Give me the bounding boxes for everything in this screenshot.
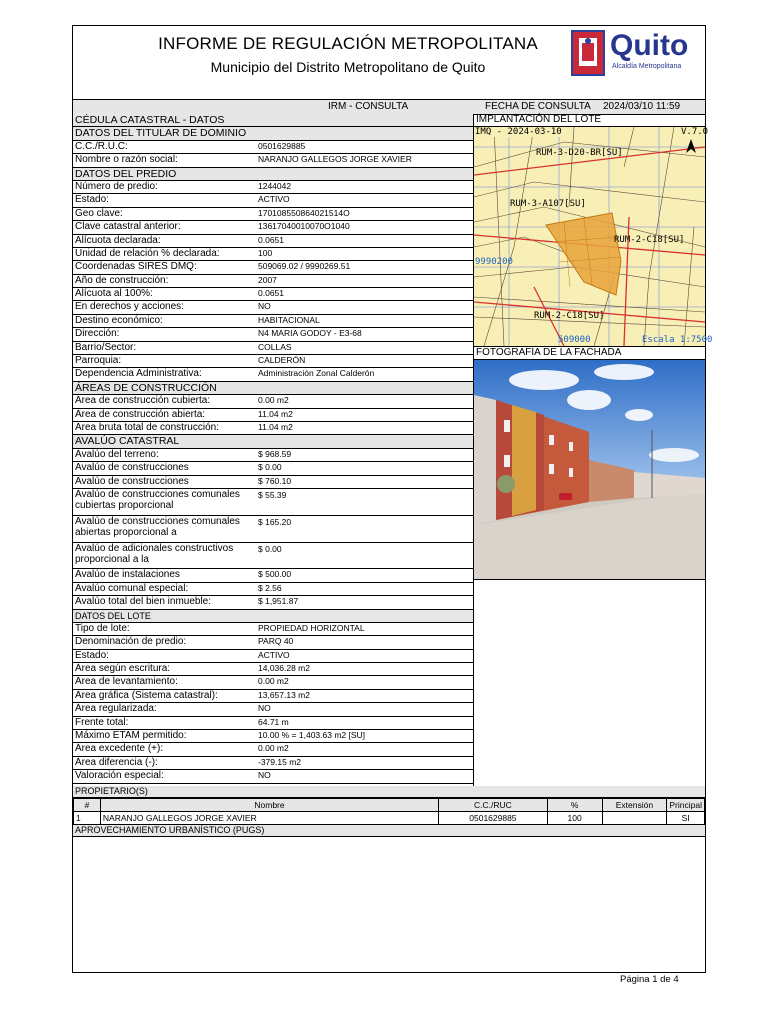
data-row	[73, 596, 473, 609]
owner-ruc: 0501629885	[439, 812, 548, 825]
data-row	[73, 422, 473, 435]
field-value: ACTIVO	[258, 194, 290, 205]
data-row	[73, 328, 473, 341]
field-label: Área de construcción cubierta:	[75, 395, 211, 407]
field-value: $ 1,951.87	[258, 596, 299, 607]
map-y-coord: 9990200	[475, 257, 513, 267]
field-label: Avalúo de construcciones comunales abiertas proporcional a	[75, 515, 240, 538]
field-value: HABITACIONAL	[258, 314, 320, 325]
data-row	[73, 690, 473, 703]
field-value: 11.04 m2	[258, 408, 293, 419]
data-row	[73, 342, 473, 355]
page-number: Página 1 de 4	[620, 974, 679, 985]
field-value: 0.00 m2	[258, 676, 289, 687]
consult-bar	[73, 99, 705, 115]
data-row	[73, 275, 473, 288]
field-label: Geo clave:	[75, 207, 123, 219]
field-label: Barrio/Sector:	[75, 341, 137, 353]
field-value: 0501629885	[258, 140, 306, 151]
field-label: Coordenadas SIRES DMQ:	[75, 261, 197, 273]
field-value: PARQ 40	[258, 636, 294, 647]
report-subtitle: Municipio del Distrito Metropolitano de Quito	[210, 59, 486, 75]
field-value: 14,036.28 m2	[258, 663, 310, 674]
data-row	[73, 261, 473, 274]
field-label: Alícuota declarada:	[75, 234, 161, 246]
owners-title: PROPIETARIO(S)	[73, 786, 705, 798]
field-value: 2007	[258, 274, 277, 285]
data-row	[73, 569, 473, 582]
field-label: Frente total:	[75, 716, 129, 728]
field-label: Avalúo de construcciones comunales cubiertas proporcional	[75, 488, 240, 511]
field-value: CALDERÓN	[258, 355, 306, 366]
map-version: V.7.0	[681, 127, 709, 137]
map-zone-1: RUM-3-D20-BR[SU]	[536, 148, 623, 158]
field-value: NARANJO GALLEGOS JORGE XAVIER	[258, 154, 412, 165]
data-row	[73, 315, 473, 328]
table-row	[74, 812, 705, 825]
data-row	[73, 516, 473, 543]
fecha-value: 2024/03/10 11:59	[603, 101, 681, 112]
field-label: Avalúo de instalaciones	[75, 569, 180, 581]
section-title: AVALÚO CATASTRAL	[75, 435, 180, 448]
right-panel	[474, 114, 713, 580]
field-label: Dependencia Administrativa:	[75, 368, 202, 380]
field-value: 1244042	[258, 180, 292, 191]
data-row	[73, 181, 473, 194]
data-row	[73, 770, 473, 783]
facade-photo	[474, 360, 705, 580]
map-zone-3: RUM-2-C18[SU]	[614, 235, 685, 245]
owners-col-principal: Principal	[667, 799, 705, 812]
field-value: 13,657.13 m2	[258, 689, 310, 700]
report-title: INFORME DE REGULACIÓN METROPOLITANA	[158, 34, 538, 53]
field-label: Área de levantamiento:	[75, 676, 178, 688]
data-row	[73, 301, 473, 314]
field-label: Tipo de lote:	[75, 622, 130, 634]
field-label: Alícuota al 100%:	[75, 288, 153, 300]
implantacion-heading: IMPLANTACIÓN DEL LOTE	[474, 114, 705, 127]
field-label: Máximo ETAM permitido:	[75, 730, 187, 742]
field-label: Área excedente (+):	[75, 743, 164, 755]
field-value: 13617040010070O1040	[258, 221, 350, 232]
field-label: Avalúo comunal especial:	[75, 582, 189, 594]
field-value: 11.04 m2	[258, 421, 293, 432]
data-row	[73, 449, 473, 462]
map-date: IMQ - 2024-03-10	[475, 127, 562, 137]
logo-word: Quito	[610, 29, 689, 62]
data-row	[73, 208, 473, 221]
field-value: 0.0651	[258, 234, 284, 245]
field-value: 170108550864021514O	[258, 207, 350, 218]
section-header	[73, 168, 473, 181]
field-value: $ 760.10	[258, 475, 292, 486]
data-row	[73, 636, 473, 649]
field-value: Administración Zonal Calderón	[258, 368, 375, 379]
map-zone-2: RUM-3-A107[SU]	[510, 199, 586, 209]
field-label: Área según escritura:	[75, 663, 171, 675]
field-value: $ 968.59	[258, 448, 292, 459]
data-row	[73, 489, 473, 516]
field-label: Clave catastral anterior:	[75, 221, 181, 233]
field-label: Avalúo de adicionales constructivos proporcional a la	[75, 542, 234, 565]
section-title: CÉDULA CATASTRAL - DATOS	[75, 114, 225, 126]
field-label: Avalúo de construcciones	[75, 462, 189, 474]
report-page	[72, 25, 713, 973]
field-value: ACTIVO	[258, 649, 290, 660]
data-row	[73, 462, 473, 475]
field-label: Avalúo de construcciones	[75, 475, 189, 487]
data-row	[73, 583, 473, 596]
pugs-heading: APROVECHAMIENTO URBANÍSTICO (PUGS)	[73, 825, 705, 837]
field-value: NO	[258, 301, 271, 312]
field-label: Área gráfica (Sistema catastral):	[75, 689, 218, 701]
data-row	[73, 235, 473, 248]
logo-sub: Alcaldía Metropolitana	[612, 63, 682, 70]
field-value: 0.00 m2	[258, 743, 289, 754]
field-label: Número de predio:	[75, 180, 158, 192]
owner-principal: SI	[667, 812, 705, 825]
field-label: Área diferencia (-):	[75, 756, 158, 768]
map-scale: Escala 1:7500	[642, 335, 713, 345]
data-row	[73, 368, 473, 381]
field-value: 100	[258, 247, 273, 258]
field-value: NO	[258, 703, 271, 714]
owners-col-ruc: C.C./RUC	[439, 799, 548, 812]
data-row	[73, 194, 473, 207]
owners-header-row	[74, 799, 705, 812]
field-value: $ 165.20	[258, 516, 292, 527]
fecha-label: FECHA DE CONSULTA	[485, 101, 591, 112]
owners-col-num: #	[74, 799, 101, 812]
field-label: Área bruta total de construcción:	[75, 421, 219, 433]
data-row	[73, 248, 473, 261]
field-label: Valoración especial:	[75, 770, 164, 782]
field-label: Dirección:	[75, 328, 120, 340]
field-label: Denominación de predio:	[75, 636, 187, 648]
owners-col-name: Nombre	[100, 799, 438, 812]
data-row	[73, 154, 473, 167]
section-title: DATOS DEL PREDIO	[75, 167, 177, 180]
owners-section	[73, 786, 705, 837]
owner-num: 1	[74, 812, 101, 825]
field-label: Estado:	[75, 649, 109, 661]
field-label: Nombre o razón social:	[75, 154, 178, 166]
data-row	[73, 717, 473, 730]
section-header	[73, 610, 473, 623]
section-header	[73, 435, 473, 448]
owners-col-ext: Extensión	[602, 799, 667, 812]
data-row	[73, 141, 473, 154]
cedula-table	[73, 114, 473, 784]
field-label: Año de construcción:	[75, 274, 169, 286]
field-label: Parroquia:	[75, 355, 122, 367]
fotografia-heading: FOTOGRAFÍA DE LA FACHADA	[474, 346, 705, 360]
lot-map	[474, 127, 713, 346]
quito-logo	[570, 29, 704, 77]
map-x-coord: 509000	[558, 335, 591, 345]
data-row	[73, 355, 473, 368]
owner-name: NARANJO GALLEGOS JORGE XAVIER	[100, 812, 438, 825]
data-row	[73, 676, 473, 689]
data-row	[73, 757, 473, 770]
section-title: ÁREAS DE CONSTRUCCIÓN	[75, 381, 217, 394]
field-value: NO	[258, 770, 271, 781]
data-row	[73, 288, 473, 301]
data-row	[73, 543, 473, 570]
field-value: 0.00 m2	[258, 395, 289, 406]
field-label: Estado:	[75, 194, 109, 206]
data-row	[73, 476, 473, 489]
data-row	[73, 395, 473, 408]
data-row	[73, 663, 473, 676]
data-row	[73, 650, 473, 663]
data-row	[73, 703, 473, 716]
owners-col-pct: %	[547, 799, 602, 812]
field-value: 0.0651	[258, 288, 284, 299]
field-value: COLLAS	[258, 341, 292, 352]
section-header	[73, 114, 473, 127]
field-value: PROPIEDAD HORIZONTAL	[258, 622, 365, 633]
field-label: En derechos y acciones:	[75, 301, 184, 313]
field-label: C.C./R.U.C:	[75, 140, 128, 152]
owner-pct: 100	[547, 812, 602, 825]
section-title: DATOS DEL TITULAR DE DOMINIO	[75, 127, 247, 140]
field-label: Área de construcción abierta:	[75, 408, 206, 420]
section-title: DATOS DEL LOTE	[75, 610, 151, 621]
field-value: N4 MARIA GODOY - E3-68	[258, 328, 362, 339]
section-header	[73, 382, 473, 395]
data-row	[73, 743, 473, 756]
owners-table	[73, 798, 705, 825]
map-zone-4: RUM-2-C18[SU]	[534, 311, 605, 321]
field-value: 10.00 % = 1,403.63 m2 [SU]	[258, 730, 366, 741]
irm-label: IRM - CONSULTA	[328, 101, 409, 112]
field-label: Avalúo del terreno:	[75, 448, 159, 460]
field-label: Área regularizada:	[75, 703, 157, 715]
north-arrow-icon	[686, 139, 696, 153]
field-value: $ 0.00	[258, 462, 282, 473]
field-value: $ 500.00	[258, 569, 292, 580]
field-value: $ 0.00	[258, 543, 282, 554]
field-label: Avalúo total del bien inmueble:	[75, 596, 212, 608]
field-value: $ 2.56	[258, 582, 282, 593]
data-row	[73, 221, 473, 234]
field-label: Destino económico:	[75, 314, 163, 326]
field-value: $ 55.39	[258, 489, 287, 500]
field-value: 64.71 m	[258, 716, 289, 727]
field-label: Unidad de relación % declarada:	[75, 247, 220, 259]
field-value: 509069.02 / 9990269.51	[258, 261, 351, 272]
field-value: -379.15 m2	[258, 756, 301, 767]
data-row	[73, 730, 473, 743]
section-header	[73, 127, 473, 140]
data-row	[73, 409, 473, 422]
data-row	[73, 623, 473, 636]
owner-ext	[602, 812, 667, 825]
